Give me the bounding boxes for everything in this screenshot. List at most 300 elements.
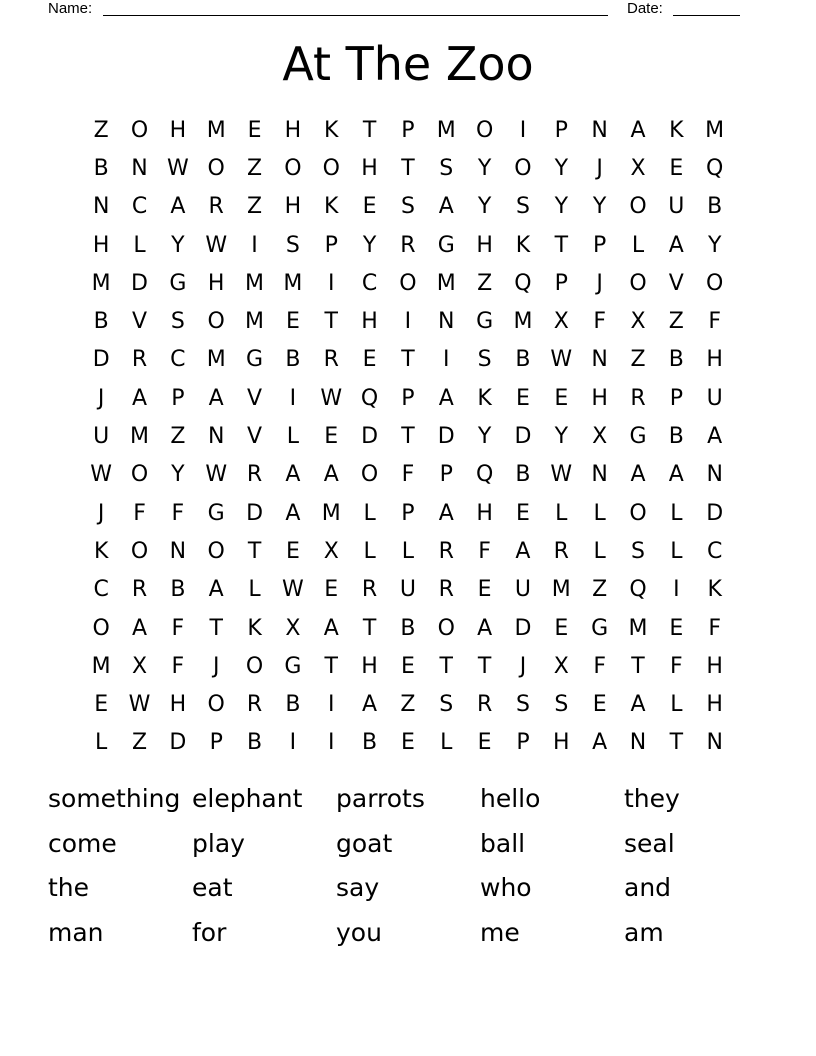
grid-letter[interactable]: A xyxy=(285,462,301,488)
grid-letter[interactable]: R xyxy=(131,577,148,603)
grid-letter[interactable]: O xyxy=(207,538,225,564)
grid-letter[interactable]: A xyxy=(131,385,148,411)
grid-letter[interactable]: E xyxy=(477,577,492,603)
grid-letter[interactable]: K xyxy=(247,615,262,641)
grid-letter[interactable]: W xyxy=(166,155,189,181)
grid-letter[interactable]: A xyxy=(170,194,186,220)
grid-letter[interactable]: I xyxy=(289,730,297,756)
grid-letter[interactable]: P xyxy=(439,462,453,488)
grid-letter[interactable]: B xyxy=(707,194,723,220)
grid-letter[interactable]: L xyxy=(555,500,568,526)
grid-letter[interactable]: A xyxy=(362,692,378,718)
grid-letter[interactable]: Z xyxy=(131,730,148,756)
grid-letter[interactable]: E xyxy=(516,385,530,411)
grid-letter[interactable]: E xyxy=(554,385,569,411)
grid-letter[interactable]: N xyxy=(92,194,110,220)
grid-letter[interactable]: A xyxy=(630,117,646,143)
word-list-item: hello xyxy=(480,783,541,813)
grid-letter[interactable]: S xyxy=(170,309,185,335)
grid-letter[interactable]: M xyxy=(245,309,265,335)
grid-letter[interactable]: Z xyxy=(170,424,186,450)
grid-letter[interactable]: M xyxy=(513,309,533,335)
grid-letter[interactable]: F xyxy=(171,500,185,526)
grid-letter[interactable]: Z xyxy=(400,692,416,718)
grid-letter[interactable]: T xyxy=(401,424,415,450)
grid-letter[interactable]: C xyxy=(170,347,186,373)
grid-letter[interactable]: R xyxy=(438,538,454,564)
grid-letter[interactable]: P xyxy=(401,385,415,411)
grid-letter[interactable]: D xyxy=(131,270,148,296)
grid-letter[interactable]: K xyxy=(324,117,339,143)
grid-letter[interactable]: T xyxy=(554,232,569,258)
grid-letter[interactable]: A xyxy=(131,615,148,641)
grid-letter[interactable]: U xyxy=(514,577,531,603)
grid-letter[interactable]: H xyxy=(207,270,225,296)
grid-letter[interactable]: F xyxy=(171,653,185,679)
grid-letter[interactable]: O xyxy=(130,117,149,143)
grid-letter[interactable]: H xyxy=(284,194,302,220)
grid-letter[interactable]: N xyxy=(591,462,608,488)
grid-letter[interactable]: S xyxy=(515,692,530,718)
grid-letter[interactable]: M xyxy=(91,270,111,296)
grid-letter[interactable]: G xyxy=(629,424,647,450)
grid-letter[interactable]: E xyxy=(285,309,300,335)
grid-letter[interactable]: E xyxy=(324,577,339,603)
grid-letter[interactable]: Z xyxy=(93,117,109,143)
grid-letter[interactable]: Y xyxy=(171,232,185,258)
grid-letter[interactable]: Z xyxy=(592,577,608,603)
grid-letter[interactable]: K xyxy=(324,194,339,220)
grid-letter[interactable]: P xyxy=(209,730,223,756)
grid-letter[interactable]: G xyxy=(169,270,187,296)
grid-letter[interactable]: R xyxy=(476,692,493,718)
grid-letter[interactable]: A xyxy=(438,194,454,220)
grid-letter[interactable]: J xyxy=(519,653,527,679)
grid-letter[interactable]: H xyxy=(706,653,723,679)
grid-letter[interactable]: C xyxy=(131,194,148,220)
grid-letter[interactable]: E xyxy=(362,194,377,220)
grid-letter[interactable]: Q xyxy=(629,577,647,603)
grid-letter[interactable]: X xyxy=(285,615,301,641)
grid-letter[interactable]: S xyxy=(439,692,454,718)
grid-letter[interactable]: L xyxy=(133,232,146,258)
grid-letter[interactable]: X xyxy=(630,309,646,335)
grid-letter[interactable]: B xyxy=(170,577,186,603)
grid-letter[interactable]: M xyxy=(206,117,226,143)
grid-letter[interactable]: E xyxy=(400,653,415,679)
grid-letter[interactable]: D xyxy=(437,424,455,450)
grid-letter[interactable]: L xyxy=(248,577,261,603)
grid-letter[interactable]: H xyxy=(361,653,378,679)
grid-letter[interactable]: L xyxy=(440,730,453,756)
grid-letter[interactable]: W xyxy=(282,577,304,603)
grid-letter[interactable]: O xyxy=(245,653,264,679)
grid-letter[interactable]: C xyxy=(361,270,378,296)
grid-letter[interactable]: Y xyxy=(477,424,492,450)
grid-letter[interactable]: R xyxy=(131,347,148,373)
grid-letter[interactable]: O xyxy=(92,615,110,641)
grid-letter[interactable]: M xyxy=(283,270,303,296)
grid-letter[interactable]: M xyxy=(245,270,265,296)
grid-letter[interactable]: Y xyxy=(477,194,492,220)
grid-letter[interactable]: K xyxy=(515,232,531,258)
grid-letter[interactable]: B xyxy=(515,347,531,373)
grid-letter[interactable]: M xyxy=(321,500,341,526)
grid-letter[interactable]: H xyxy=(476,232,493,258)
grid-letter[interactable]: S xyxy=(439,155,454,181)
grid-letter[interactable]: A xyxy=(707,424,723,450)
grid-letter[interactable]: I xyxy=(251,232,258,258)
word-row xyxy=(48,910,768,955)
grid-letter[interactable]: L xyxy=(631,232,645,258)
grid-letter[interactable]: T xyxy=(439,653,453,679)
grid-letter[interactable]: S xyxy=(285,232,300,258)
grid-letter[interactable]: E xyxy=(669,155,684,181)
grid-letter[interactable]: Y xyxy=(554,155,569,181)
grid-letter[interactable]: P xyxy=(554,117,568,143)
grid-row xyxy=(82,188,734,226)
grid-letter[interactable]: H xyxy=(361,155,378,181)
grid-letter[interactable]: U xyxy=(399,577,416,603)
grid-letter[interactable]: G xyxy=(207,500,225,526)
grid-letter[interactable]: R xyxy=(553,538,569,564)
grid-letter[interactable]: Z xyxy=(630,347,646,373)
grid-letter[interactable]: U xyxy=(93,424,110,450)
grid-letter[interactable]: P xyxy=(669,385,683,411)
grid-letter[interactable]: H xyxy=(169,692,187,718)
grid-letter[interactable]: N xyxy=(207,424,225,450)
grid-letter[interactable]: D xyxy=(246,500,264,526)
grid-letter[interactable]: G xyxy=(246,347,264,373)
grid-letter[interactable]: O xyxy=(207,155,225,181)
grid-letter[interactable]: L xyxy=(286,424,300,450)
grid-letter[interactable]: O xyxy=(629,500,647,526)
grid-letter[interactable]: S xyxy=(515,194,530,220)
grid-letter[interactable]: H xyxy=(169,117,187,143)
grid-letter[interactable]: H xyxy=(476,500,493,526)
grid-letter[interactable]: Z xyxy=(247,194,263,220)
grid-letter[interactable]: E xyxy=(247,117,262,143)
grid-letter[interactable]: A xyxy=(668,462,684,488)
grid-letter[interactable]: J xyxy=(97,385,105,411)
grid-letter[interactable]: E xyxy=(554,615,569,641)
grid-letter[interactable]: I xyxy=(289,385,297,411)
grid-letter[interactable]: Q xyxy=(475,462,494,488)
grid-letter[interactable]: W xyxy=(205,462,228,488)
grid-letter[interactable]: I xyxy=(327,270,335,296)
grid-letter[interactable]: W xyxy=(90,462,113,488)
grid-letter[interactable]: O xyxy=(322,155,340,181)
grid-letter[interactable]: N xyxy=(438,309,455,335)
grid-letter[interactable]: W xyxy=(205,232,228,258)
grid-letter[interactable]: L xyxy=(670,500,683,526)
grid-letter[interactable]: M xyxy=(436,270,456,296)
grid-letter[interactable]: Y xyxy=(707,232,722,258)
grid-letter[interactable]: V xyxy=(247,424,263,450)
grid-letter[interactable]: C xyxy=(93,577,109,603)
grid-letter[interactable]: U xyxy=(668,194,685,220)
grid-letter[interactable]: F xyxy=(401,462,415,488)
grid-letter[interactable]: K xyxy=(93,538,109,564)
grid-letter[interactable]: K xyxy=(669,117,684,143)
grid-letter[interactable]: V xyxy=(247,385,263,411)
grid-letter[interactable]: I xyxy=(327,692,335,718)
grid-letter[interactable]: F xyxy=(708,309,721,335)
grid-letter[interactable]: R xyxy=(208,194,224,220)
grid-letter[interactable]: I xyxy=(404,309,412,335)
grid-letter[interactable]: B xyxy=(668,424,684,450)
grid-letter[interactable]: J xyxy=(97,500,105,526)
grid-letter[interactable]: M xyxy=(130,424,149,450)
word-list-item: me xyxy=(480,917,520,947)
grid-letter[interactable]: A xyxy=(208,385,224,411)
grid-letter[interactable]: L xyxy=(363,500,376,526)
grid-letter[interactable]: M xyxy=(705,117,725,143)
grid-letter[interactable]: W xyxy=(550,462,573,488)
grid-letter[interactable]: E xyxy=(324,424,339,450)
grid-letter[interactable]: D xyxy=(514,424,532,450)
grid-letter[interactable]: H xyxy=(706,692,723,718)
grid-letter[interactable]: T xyxy=(362,117,377,143)
grid-letter[interactable]: O xyxy=(130,538,149,564)
word-list-item: you xyxy=(336,917,382,947)
grid-letter[interactable]: O xyxy=(360,462,379,488)
grid-letter[interactable]: R xyxy=(400,232,416,258)
grid-letter[interactable]: T xyxy=(324,653,338,679)
grid-letter[interactable]: E xyxy=(516,500,530,526)
grid-letter[interactable]: R xyxy=(438,577,454,603)
grid-letter[interactable]: F xyxy=(593,653,606,679)
grid-letter[interactable]: M xyxy=(91,653,111,679)
grid-letter[interactable]: D xyxy=(169,730,187,756)
grid-letter[interactable]: Y xyxy=(592,194,607,220)
grid-letter[interactable]: A xyxy=(323,615,339,641)
grid-letter[interactable]: D xyxy=(514,615,532,641)
grid-letter[interactable]: Q xyxy=(706,155,724,181)
grid-letter[interactable]: O xyxy=(629,270,647,296)
grid-letter[interactable]: J xyxy=(596,270,603,296)
grid-letter[interactable]: F xyxy=(670,653,683,679)
grid-letter[interactable]: G xyxy=(591,615,609,641)
grid-letter[interactable]: Y xyxy=(171,462,185,488)
grid-letter[interactable]: L xyxy=(401,538,415,564)
grid-letter[interactable]: E xyxy=(362,347,377,373)
grid-letter[interactable]: A xyxy=(438,385,454,411)
grid-letter[interactable]: T xyxy=(631,653,645,679)
grid-letter[interactable]: S xyxy=(631,538,645,564)
grid-letter[interactable]: I xyxy=(673,577,680,603)
grid-letter[interactable]: O xyxy=(207,309,225,335)
grid-letter[interactable]: I xyxy=(519,117,527,143)
grid-letter[interactable]: H xyxy=(553,730,570,756)
grid-letter[interactable]: N xyxy=(591,347,608,373)
grid-letter[interactable]: A xyxy=(323,462,339,488)
grid-letter[interactable]: N xyxy=(169,538,187,564)
grid-letter[interactable]: R xyxy=(246,692,263,718)
grid-letter[interactable]: P xyxy=(401,117,415,143)
grid-letter[interactable]: B xyxy=(362,730,378,756)
grid-letter[interactable]: T xyxy=(401,347,415,373)
grid-letter[interactable]: O xyxy=(706,270,724,296)
grid-letter[interactable]: G xyxy=(476,309,494,335)
grid-letter[interactable]: S xyxy=(400,194,415,220)
grid-letter[interactable]: B xyxy=(400,615,416,641)
grid-letter[interactable]: O xyxy=(130,462,149,488)
grid-letter[interactable]: J xyxy=(596,155,603,181)
grid-letter[interactable]: K xyxy=(707,577,722,603)
grid-letter[interactable]: V xyxy=(668,270,684,296)
grid-letter[interactable]: B xyxy=(93,155,109,181)
grid-letter[interactable]: Q xyxy=(360,385,379,411)
grid-letter[interactable]: U xyxy=(706,385,723,411)
grid-letter[interactable]: O xyxy=(475,117,494,143)
grid-letter[interactable]: P xyxy=(171,385,185,411)
date-field-line[interactable] xyxy=(673,15,740,16)
grid-letter[interactable]: X xyxy=(630,155,646,181)
grid-letter[interactable]: A xyxy=(208,577,224,603)
grid-letter[interactable]: M xyxy=(551,577,571,603)
grid-letter[interactable]: N xyxy=(706,730,723,756)
grid-letter[interactable]: I xyxy=(327,730,335,756)
grid-letter[interactable]: X xyxy=(553,309,569,335)
grid-letter[interactable]: P xyxy=(554,270,568,296)
grid-letter[interactable]: N xyxy=(591,117,608,143)
grid-letter[interactable]: T xyxy=(247,538,262,564)
grid-letter[interactable]: T xyxy=(669,730,684,756)
grid-letter[interactable]: L xyxy=(593,500,606,526)
grid-letter[interactable]: Y xyxy=(477,155,492,181)
grid-letter[interactable]: A xyxy=(438,500,454,526)
grid-letter[interactable]: H xyxy=(591,385,608,411)
grid-letter[interactable]: Y xyxy=(554,424,569,450)
grid-letter[interactable]: D xyxy=(92,347,110,373)
grid-letter[interactable]: L xyxy=(593,538,606,564)
grid-letter[interactable]: G xyxy=(284,653,302,679)
grid-letter[interactable]: B xyxy=(247,730,263,756)
grid-letter[interactable]: F xyxy=(478,538,491,564)
grid-letter[interactable]: A xyxy=(630,462,646,488)
grid-letter[interactable]: O xyxy=(284,155,302,181)
grid-letter[interactable]: E xyxy=(592,692,607,718)
grid-letter[interactable]: S xyxy=(554,692,569,718)
grid-letter[interactable]: B xyxy=(93,309,109,335)
grid-letter[interactable]: P xyxy=(516,730,530,756)
grid-row xyxy=(82,532,734,570)
grid-letter[interactable]: Y xyxy=(554,194,569,220)
grid-letter[interactable]: T xyxy=(324,309,338,335)
grid-letter[interactable]: G xyxy=(437,232,455,258)
grid-letter[interactable]: A xyxy=(477,615,493,641)
grid-row xyxy=(82,379,734,417)
grid-letter[interactable]: R xyxy=(630,385,646,411)
grid-letter[interactable]: H xyxy=(284,117,302,143)
grid-letter[interactable]: Z xyxy=(477,270,493,296)
grid-letter[interactable]: W xyxy=(550,347,573,373)
grid-letter[interactable]: L xyxy=(95,730,108,756)
grid-letter[interactable]: I xyxy=(443,347,450,373)
grid-letter[interactable]: F xyxy=(708,615,721,641)
grid-letter[interactable]: E xyxy=(285,538,300,564)
grid-letter[interactable]: E xyxy=(669,615,684,641)
grid-letter[interactable]: E xyxy=(400,730,415,756)
grid-letter[interactable]: F xyxy=(593,309,606,335)
grid-letter[interactable]: W xyxy=(320,385,343,411)
grid-letter[interactable]: H xyxy=(706,347,723,373)
grid-letter[interactable]: O xyxy=(437,615,455,641)
grid-letter[interactable]: O xyxy=(207,692,225,718)
grid-letter[interactable]: K xyxy=(477,385,492,411)
grid-letter[interactable]: T xyxy=(401,155,415,181)
grid-letter[interactable]: C xyxy=(706,538,723,564)
grid-letter[interactable]: L xyxy=(670,692,683,718)
grid-letter[interactable]: N xyxy=(706,462,723,488)
grid-letter[interactable]: W xyxy=(128,692,151,718)
grid-letter[interactable]: A xyxy=(515,538,531,564)
grid-letter[interactable]: T xyxy=(477,653,492,679)
grid-letter[interactable]: B xyxy=(285,692,301,718)
grid-letter[interactable]: X xyxy=(553,653,569,679)
name-field-line[interactable] xyxy=(103,15,608,16)
grid-letter[interactable]: O xyxy=(629,194,647,220)
grid-letter[interactable]: P xyxy=(593,232,607,258)
grid-letter[interactable]: R xyxy=(361,577,378,603)
grid-letter[interactable]: O xyxy=(399,270,417,296)
grid-letter[interactable]: B xyxy=(515,462,531,488)
grid-letter[interactable]: Y xyxy=(362,232,377,258)
grid-letter[interactable]: E xyxy=(477,730,492,756)
grid-letter[interactable]: T xyxy=(209,615,223,641)
word-list-item: am xyxy=(624,917,664,947)
grid-letter[interactable]: B xyxy=(668,347,684,373)
grid-letter[interactable]: D xyxy=(361,424,379,450)
grid-letter[interactable]: N xyxy=(131,155,148,181)
grid-letter[interactable]: R xyxy=(246,462,263,488)
grid-letter[interactable]: X xyxy=(323,538,339,564)
grid-letter[interactable]: O xyxy=(514,155,532,181)
grid-letter[interactable]: M xyxy=(628,615,648,641)
grid-letter[interactable]: N xyxy=(629,730,647,756)
grid-letter[interactable]: M xyxy=(206,347,226,373)
grid-letter[interactable]: B xyxy=(285,347,301,373)
grid-letter[interactable]: E xyxy=(94,692,109,718)
grid-letter[interactable]: T xyxy=(362,615,377,641)
grid-letter[interactable]: D xyxy=(706,500,724,526)
grid-letter[interactable]: A xyxy=(630,692,646,718)
grid-letter[interactable]: F xyxy=(133,500,146,526)
grid-letter[interactable]: F xyxy=(171,615,185,641)
word-list-item: for xyxy=(192,917,227,947)
grid-letter[interactable]: V xyxy=(131,309,148,335)
grid-letter[interactable]: L xyxy=(363,538,376,564)
grid-letter[interactable]: Q xyxy=(514,270,532,296)
grid-letter[interactable]: Z xyxy=(668,309,684,335)
grid-letter[interactable]: A xyxy=(592,730,608,756)
grid-letter[interactable]: M xyxy=(436,117,456,143)
grid-letter[interactable]: A xyxy=(668,232,684,258)
grid-letter[interactable]: X xyxy=(131,653,148,679)
grid-letter[interactable]: J xyxy=(212,653,220,679)
grid-letter[interactable]: S xyxy=(477,347,492,373)
grid-letter[interactable]: L xyxy=(670,538,683,564)
grid-letter[interactable]: P xyxy=(324,232,338,258)
grid-letter[interactable]: R xyxy=(323,347,339,373)
grid-letter[interactable]: H xyxy=(361,309,378,335)
grid-letter[interactable]: H xyxy=(92,232,110,258)
grid-letter[interactable]: P xyxy=(401,500,415,526)
grid-letter[interactable]: X xyxy=(592,424,608,450)
grid-letter[interactable]: Z xyxy=(247,155,263,181)
grid-letter[interactable]: A xyxy=(285,500,301,526)
